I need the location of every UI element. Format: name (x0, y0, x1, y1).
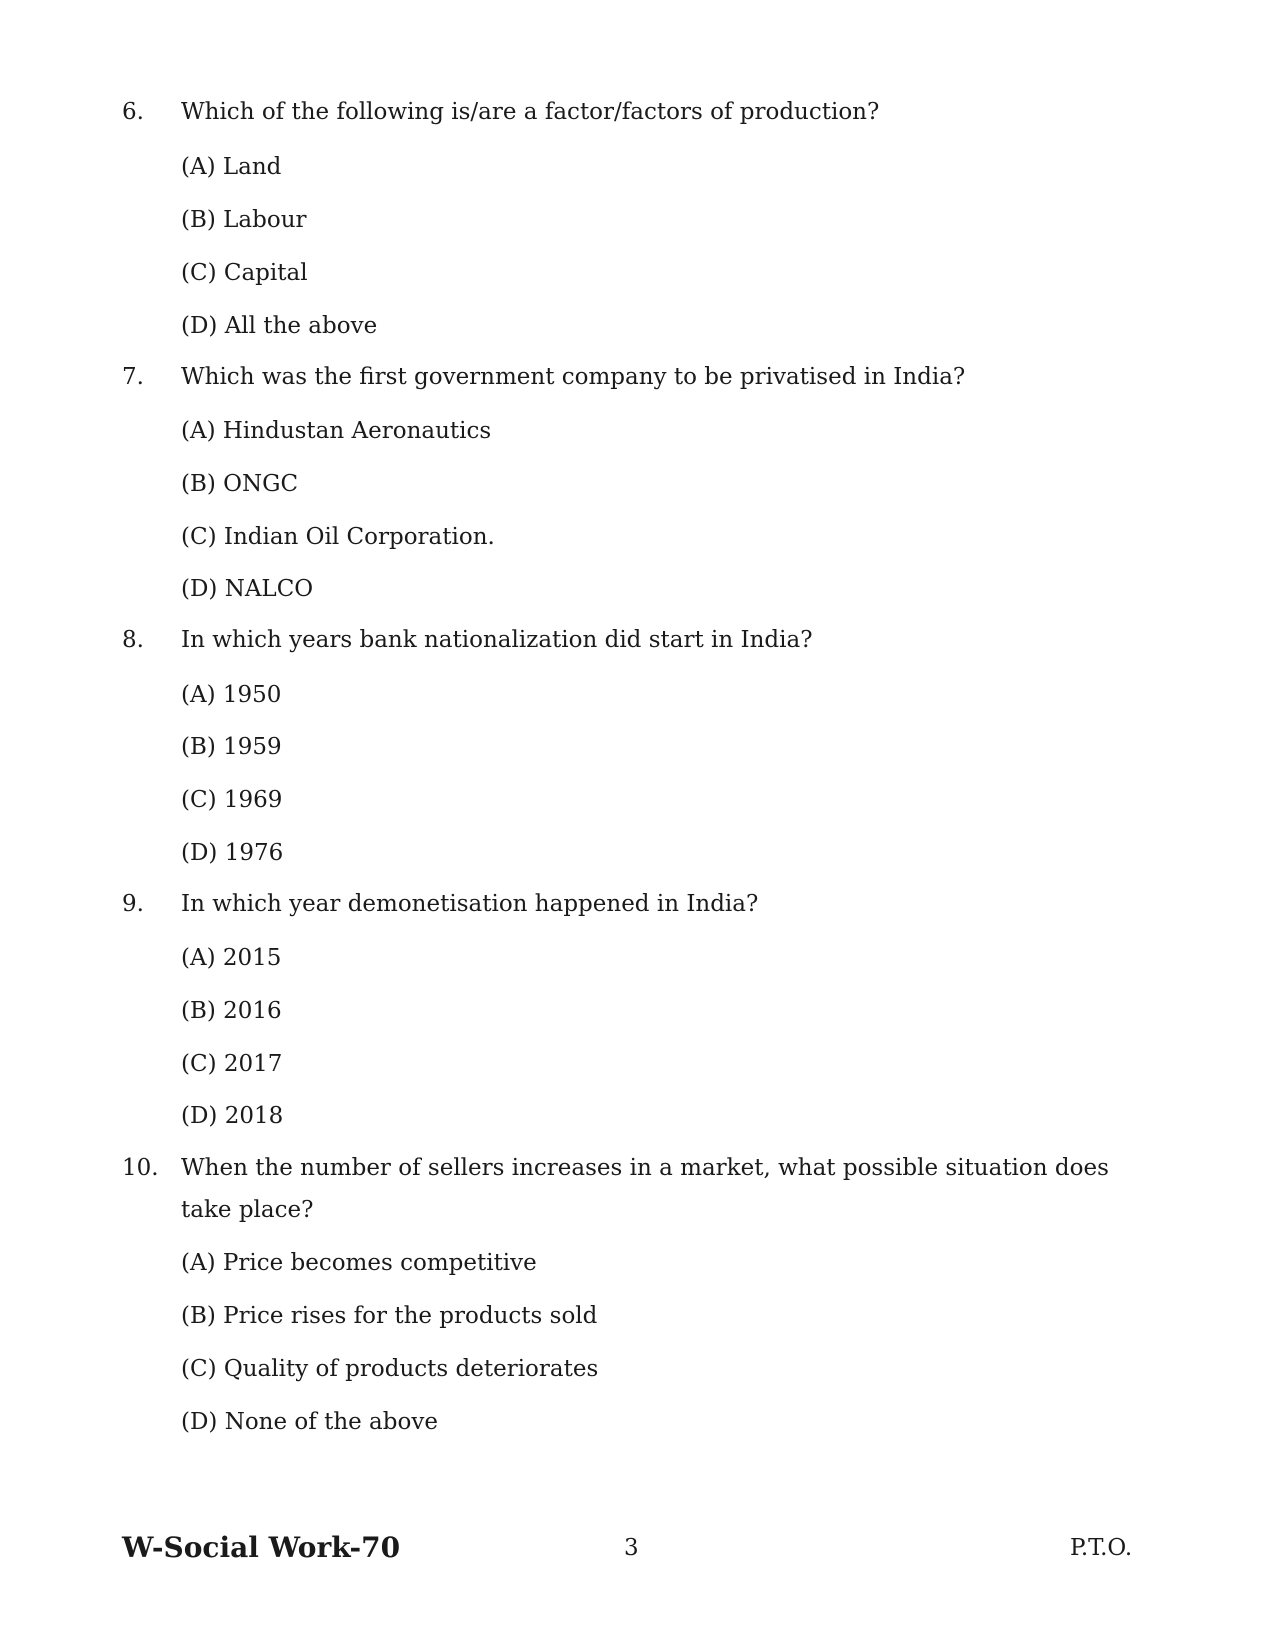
question-text: Which of the following is/are a factor/factors of production? (181, 99, 880, 125)
option-b: (B) 2016 (181, 998, 282, 1024)
question-number: 9. (122, 891, 144, 917)
option-a: (A) 1950 (181, 682, 282, 708)
option-a: (A) Land (181, 154, 282, 180)
option-d: (D) 1976 (181, 840, 284, 866)
option-b: (B) Labour (181, 207, 307, 233)
paper-code: W-Social Work-70 (122, 1531, 401, 1564)
page-number: 3 (624, 1535, 639, 1561)
option-b: (B) ONGC (181, 471, 299, 497)
question-text: Which was the first government company to be privatised in India? (181, 364, 966, 390)
option-c: (C) 2017 (181, 1051, 283, 1077)
pto-label: P.T.O. (1070, 1535, 1133, 1561)
option-d: (D) NALCO (181, 576, 314, 602)
question-text: When the number of sellers increases in a market, what possible situation does take place? (181, 1155, 1109, 1223)
option-a: (A) Hindustan Aeronautics (181, 418, 492, 444)
option-d: (D) All the above (181, 313, 378, 339)
question-number: 8. (122, 627, 144, 653)
question-text: In which year demonetisation happened in India? (181, 891, 759, 917)
question-text: In which years bank nationalization did start in India? (181, 627, 813, 653)
option-c: (C) 1969 (181, 787, 283, 813)
option-d: (D) 2018 (181, 1103, 284, 1129)
option-d: (D) None of the above (181, 1409, 438, 1435)
option-c: (C) Capital (181, 260, 308, 286)
question-number: 6. (122, 99, 144, 125)
question-number: 7. (122, 364, 144, 390)
option-b: (B) 1959 (181, 734, 282, 760)
option-b: (B) Price rises for the products sold (181, 1303, 598, 1329)
question-number: 10. (122, 1155, 159, 1181)
option-a: (A) Price becomes competitive (181, 1250, 537, 1276)
option-c: (C) Quality of products deteriorates (181, 1356, 599, 1382)
option-a: (A) 2015 (181, 945, 282, 971)
option-c: (C) Indian Oil Corporation. (181, 524, 495, 550)
